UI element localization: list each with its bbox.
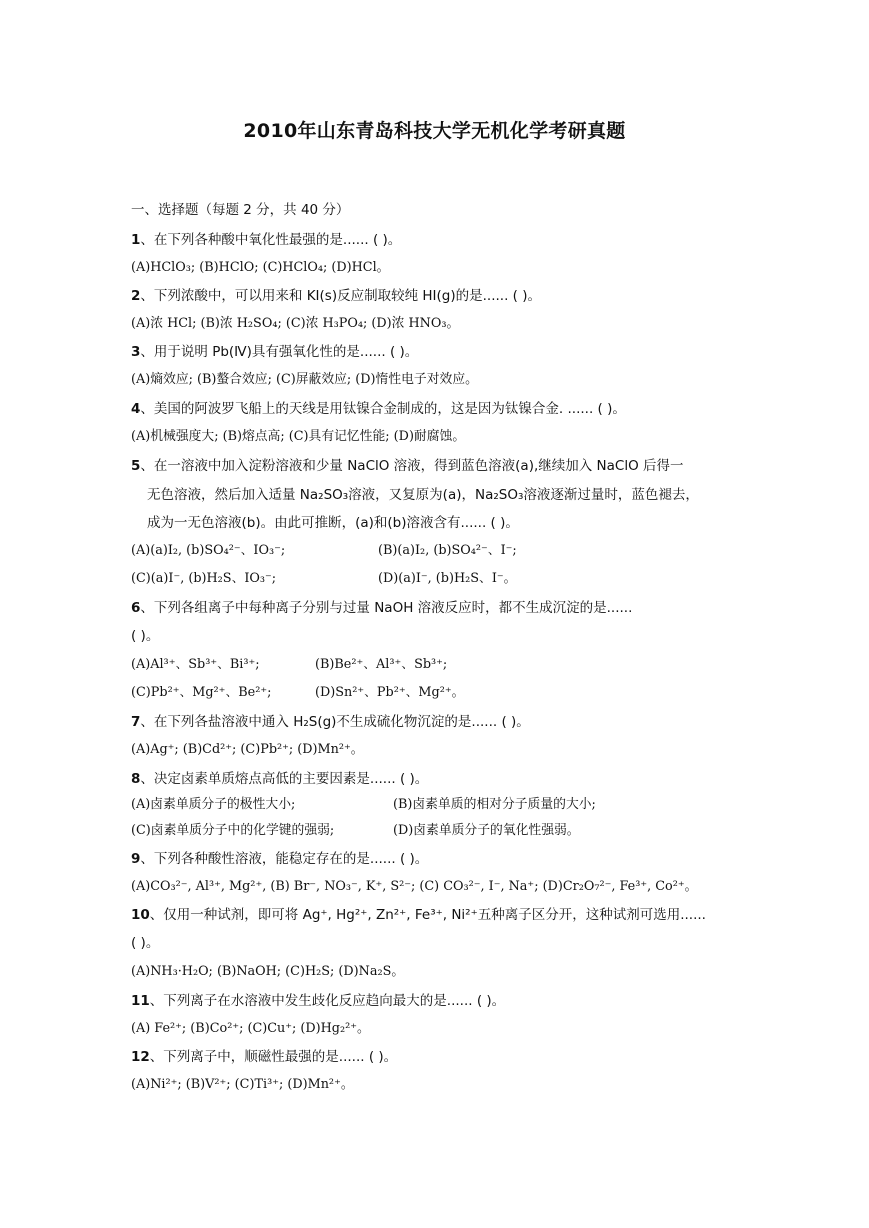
question-10-continuation: ( )。 xyxy=(131,935,160,951)
question-7-options: (A)Ag⁺; (B)Cd²⁺; (C)Pb²⁺; (D)Mn²⁺。 xyxy=(131,742,364,757)
question-11 xyxy=(131,992,505,1010)
question-text: 、下列各种酸性溶液，能稳定存在的是...... ( )。 xyxy=(140,851,429,867)
page-title: 2010年山东青岛科技大学无机化学考研真题 xyxy=(243,120,626,142)
question-4 xyxy=(131,400,626,418)
question-number: 9 xyxy=(131,851,141,867)
question-8-option-b: (B)卤素单质的相对分子质量的大小; xyxy=(393,797,596,812)
question-number: 3 xyxy=(131,344,141,360)
question-number: 10 xyxy=(131,907,150,923)
question-8-option-a: (A)卤素单质分子的极性大小; xyxy=(131,797,296,812)
section-heading: 一、选择题（每题 2 分，共 40 分） xyxy=(131,202,350,218)
question-8-option-d: (D)卤素单质分子的氧化性强弱。 xyxy=(393,823,580,838)
question-12-options: (A)Ni²⁺; (B)V²⁺; (C)Ti³⁺; (D)Mn²⁺。 xyxy=(131,1077,354,1092)
question-1 xyxy=(131,231,401,249)
question-number: 4 xyxy=(131,401,141,417)
question-10 xyxy=(131,906,706,924)
question-1-options: (A)HClO₃; (B)HClO; (C)HClO₄; (D)HCl。 xyxy=(131,260,390,275)
question-9 xyxy=(131,850,428,868)
question-text: 、决定卤素单质熔点高低的主要因素是...... ( )。 xyxy=(140,771,429,787)
question-number: 5 xyxy=(131,458,141,474)
question-number: 6 xyxy=(131,600,141,616)
question-7 xyxy=(131,713,530,731)
question-number: 7 xyxy=(131,714,141,730)
question-5-option-a: (A)(a)I₂, (b)SO₄²⁻、IO₃⁻; xyxy=(131,543,286,558)
question-6-option-d: (D)Sn²⁺、Pb²⁺、Mg²⁺。 xyxy=(315,685,465,700)
question-6-option-c: (C)Pb²⁺、Mg²⁺、Be²⁺; xyxy=(131,685,272,700)
question-6 xyxy=(131,599,632,617)
question-9-options: (A)CO₃²⁻, Al³⁺, Mg²⁺, (B) Br⁻, NO₃⁻, K⁺, S²⁻; (C) CO₃²⁻, I⁻, Na⁺; (D)Cr₂O₇²⁻, Fe³⁺, Co²⁺。 xyxy=(131,879,698,894)
question-3 xyxy=(131,343,418,361)
question-number: 1 xyxy=(131,232,141,248)
question-text: 、仅用一种试剂，即可将 Ag⁺, Hg²⁺, Zn²⁺, Fe³⁺, Ni²⁺五种离子区分开，这种试剂可选用...... xyxy=(149,907,706,923)
question-8-option-c: (C)卤素单质分子中的化学键的强弱; xyxy=(131,823,335,838)
question-text: 、在下列各种酸中氧化性最强的是...... ( )。 xyxy=(140,232,402,248)
question-number: 12 xyxy=(131,1049,150,1065)
question-number: 11 xyxy=(131,993,150,1009)
question-text: 、下列各组离子中每种离子分别与过量 NaOH 溶液反应时，都不生成沉淀的是...... xyxy=(140,600,633,616)
question-text: 、在一溶液中加入淀粉溶液和少量 NaClO 溶液，得到蓝色溶液(a),继续加入 NaClO 后得一 xyxy=(140,458,684,474)
question-text: 、下列离子在水溶液中发生歧化反应趋向最大的是...... ( )。 xyxy=(149,993,506,1009)
question-text: 、用于说明 Pb(Ⅳ)具有强氧化性的是...... ( )。 xyxy=(140,344,419,360)
question-2-options: (A)浓 HCl; (B)浓 H₂SO₄; (C)浓 H₃PO₄; (D)浓 HNO₃。 xyxy=(131,316,460,331)
question-text: 、下列浓酸中，可以用来和 KI(s)反应制取较纯 HI(g)的是...... ( )。 xyxy=(140,288,541,304)
question-6-option-b: (B)Be²⁺、Al³⁺、Sb³⁺; xyxy=(315,657,448,672)
question-11-options: (A) Fe²⁺; (B)Co²⁺; (C)Cu⁺; (D)Hg₂²⁺。 xyxy=(131,1021,370,1036)
question-5 xyxy=(131,457,684,475)
question-2 xyxy=(131,287,541,305)
question-5-continuation-2: 成为一无色溶液(b)。由此可推断，(a)和(b)溶液含有...... ( )。 xyxy=(147,515,519,531)
question-5-continuation-1: 无色溶液，然后加入适量 Na₂SO₃溶液，又复原为(a)，Na₂SO₃溶液逐渐过量时，蓝色褪去， xyxy=(147,487,699,503)
question-12 xyxy=(131,1048,397,1066)
question-number: 8 xyxy=(131,771,141,787)
question-text: 、美国的阿波罗飞船上的天线是用钛镍合金制成的，这是因为钛镍合金. ...... ( )。 xyxy=(140,401,626,417)
question-8 xyxy=(131,770,428,788)
question-10-options: (A)NH₃·H₂O; (B)NaOH; (C)H₂S; (D)Na₂S。 xyxy=(131,964,405,979)
question-text: 、下列离子中，顺磁性最强的是...... ( )。 xyxy=(149,1049,398,1065)
question-5-option-c: (C)(a)I⁻, (b)H₂S、IO₃⁻; xyxy=(131,571,277,586)
question-6-continuation: ( )。 xyxy=(131,628,160,644)
question-6-option-a: (A)Al³⁺、Sb³⁺、Bi³⁺; xyxy=(131,657,260,672)
question-number: 2 xyxy=(131,288,141,304)
question-text: 、在下列各盐溶液中通入 H₂S(g)不生成硫化物沉淀的是...... ( )。 xyxy=(140,714,530,730)
question-3-options: (A)熵效应; (B)螯合效应; (C)屏蔽效应; (D)惰性电子对效应。 xyxy=(131,372,478,387)
question-4-options: (A)机械强度大; (B)熔点高; (C)具有记忆性能; (D)耐腐蚀。 xyxy=(131,429,466,444)
question-5-option-b: (B)(a)I₂, (b)SO₄²⁻、I⁻; xyxy=(378,543,517,558)
question-5-option-d: (D)(a)I⁻, (b)H₂S、I⁻。 xyxy=(378,571,517,586)
